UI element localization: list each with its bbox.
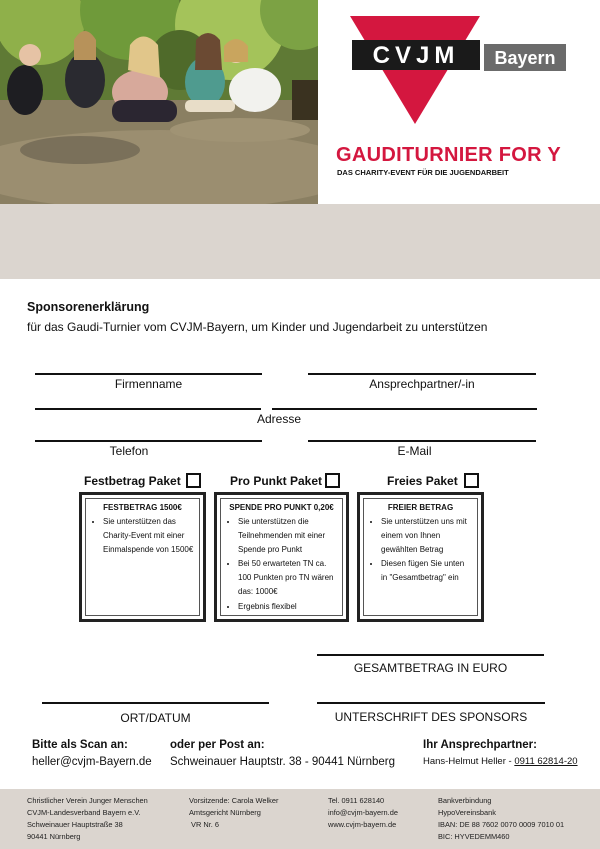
declaration-title: Sponsorenerklärung	[27, 300, 150, 314]
header-photo	[0, 0, 318, 204]
contact-field-line[interactable]	[308, 373, 536, 375]
footer-org-column	[27, 795, 148, 843]
post-address: Schweinauer Hauptstr. 38 - 90441 Nürnberg	[170, 756, 396, 768]
footer-bank-column	[438, 795, 564, 843]
footer-line: VR Nr. 6	[189, 820, 219, 829]
footer-line: Amtsgericht Nürnberg	[189, 808, 261, 817]
package-free-bullet: • Diesen fügen Sie unten in "Gesamtbetrag" ein	[381, 557, 472, 585]
footer-contact-column	[328, 795, 398, 831]
footer-email[interactable]: info@cvjm-bayern.de	[328, 808, 398, 817]
package-free-checkbox[interactable]	[464, 473, 479, 488]
contact-phone-link[interactable]: 0911 62814-20	[514, 756, 578, 767]
header-band	[0, 204, 600, 279]
footer-line: Bankverbindung	[438, 796, 492, 805]
footer-legal-column	[189, 795, 278, 831]
scan-email[interactable]: heller@cvjm-Bayern.de	[32, 756, 152, 768]
phone-field-line[interactable]	[35, 440, 262, 442]
place-date-line[interactable]	[42, 702, 269, 704]
package-free-label: Freies Paket	[387, 474, 458, 488]
email-label: E-Mail	[397, 444, 432, 458]
signature-line[interactable]	[317, 702, 545, 704]
package-per-point-bullet: • Bei 50 erwarteten TN ca. 100 Punkten pro TN wären das: 1000€	[238, 557, 337, 598]
email-field-line[interactable]	[308, 440, 536, 442]
total-amount-label: GESAMTBETRAG IN EURO	[353, 661, 508, 675]
contact-heading: Ihr Ansprechpartner:	[423, 739, 537, 751]
package-per-point-bullet: • Sie unterstützen die Teilnehmenden mit einer Spende pro Punkt	[238, 515, 337, 556]
company-field-line[interactable]	[35, 373, 262, 375]
footer-line: HypoVereinsbank	[438, 808, 496, 817]
phone-label: Telefon	[109, 444, 149, 458]
logo-text: CVJM	[372, 42, 460, 69]
package-fixed-card-title: FESTBETRAG 1500€	[103, 503, 182, 512]
post-heading: oder per Post an:	[170, 739, 265, 751]
scan-heading: Bitte als Scan an:	[32, 739, 128, 751]
cvjm-bayern-logo	[350, 16, 570, 128]
package-per-point-card	[214, 492, 349, 622]
package-per-point-bullet: • Ergebnis flexibel	[238, 600, 337, 614]
footer-line: CVJM-Landesverband Bayern e.V.	[27, 808, 141, 817]
place-date-label: ORT/DATUM	[120, 711, 191, 725]
event-subtitle: DAS CHARITY-EVENT FÜR DIE JUGENDARBEIT	[337, 168, 509, 177]
footer-line: BIC: HYVEDEMM460	[438, 832, 510, 841]
footer-line: 90441 Nürnberg	[27, 832, 81, 841]
address-field-line-right[interactable]	[272, 408, 537, 410]
package-fixed-label: Festbetrag Paket	[84, 474, 181, 488]
total-amount-line[interactable]	[317, 654, 544, 656]
package-free-bullet: • Sie unterstützen uns mit einem von Ihnen gewählten Betrag	[381, 515, 472, 556]
logo-region-text: Bayern	[494, 48, 556, 68]
package-free-card	[357, 492, 484, 622]
contact-person	[423, 756, 578, 767]
footer-line: IBAN: DE 88 7602 0070 0009 7010 01	[438, 820, 565, 829]
signature-label: UNTERSCHRIFT DES SPONSORS	[334, 710, 528, 724]
footer-website[interactable]: www.cvjm-bayern.de	[328, 820, 397, 829]
contact-label: Ansprechpartner/-in	[369, 377, 475, 391]
footer-line: Christlicher Verein Junger Menschen	[27, 796, 148, 805]
package-free-card-title: FREIER BETRAG	[387, 503, 454, 512]
declaration-text: für das Gaudi-Turnier vom CVJM-Bayern, um Kinder und Jugendarbeit zu unterstützen	[27, 320, 488, 334]
footer	[0, 789, 600, 849]
event-title: GAUDITURNIER FOR Y	[336, 144, 562, 166]
package-per-point-checkbox[interactable]	[325, 473, 340, 488]
footer-line: Schweinauer Hauptstraße 38	[27, 820, 123, 829]
footer-phone: Tel. 0911 628140	[328, 796, 385, 805]
package-fixed-bullet: • Sie unterstützen das Charity-Event mit einer Einmalspende von 1500€	[103, 515, 194, 556]
footer-line: Vorsitzende: Carola Welker	[189, 796, 279, 805]
package-fixed-card	[79, 492, 206, 622]
package-per-point-card-title: SPENDE PRO PUNKT 0,20€	[229, 503, 334, 512]
package-per-point-label: Pro Punkt Paket	[230, 474, 323, 488]
package-fixed-checkbox[interactable]	[186, 473, 201, 488]
address-label: Adresse	[256, 412, 302, 426]
contact-name: Hans-Helmut Heller -	[423, 756, 515, 767]
address-field-line-left[interactable]	[35, 408, 261, 410]
company-label: Firmenname	[114, 377, 183, 391]
